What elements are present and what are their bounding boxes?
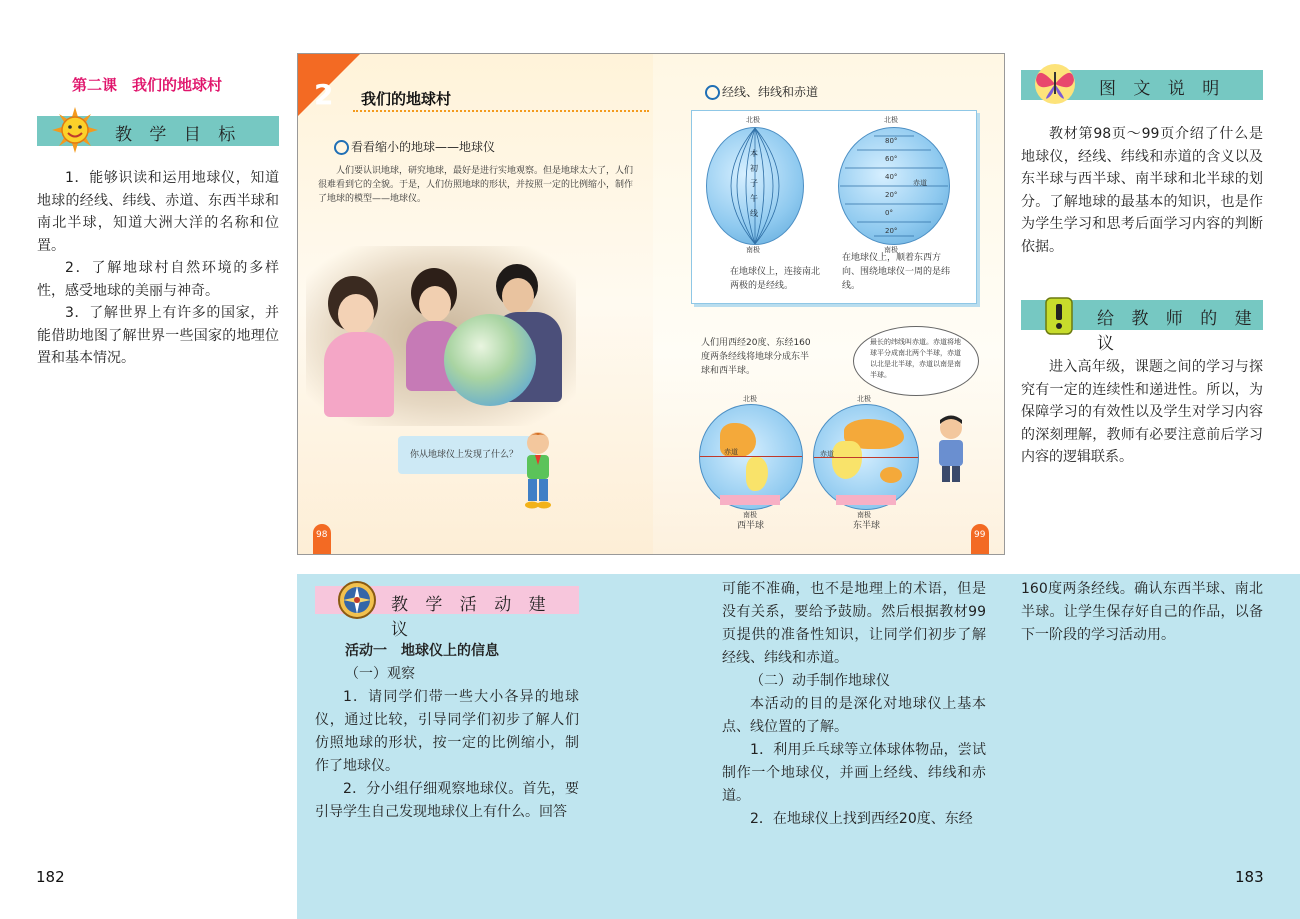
globe-parallels — [838, 127, 950, 245]
globe-photo — [444, 314, 536, 406]
compass-icon — [337, 580, 377, 620]
western-hemisphere-label: 西半球 — [737, 521, 765, 531]
latlon-panel — [691, 110, 977, 304]
intro-text: 人们要认识地球，研究地球，最好是进行实地观察。但是地球太大了，人们很难看到它的全貌。于是，人们仿照地球的形状，并按照一定的比例缩小，制作了地球的模型——地球仪。 — [318, 166, 634, 204]
title-divider — [353, 110, 649, 112]
equator-line — [700, 456, 802, 457]
equator-label: 赤道 — [913, 179, 927, 187]
page-tab — [971, 524, 989, 554]
north-pole-label: 北极 — [884, 116, 898, 124]
activity-paragraph: 可能不准确，也不是地理上的术语，但是没有关系，要给予鼓励。然后根据教材99页提供的准备性知识，让同学们初步了解经线、纬线和赤道。 — [722, 581, 986, 666]
child-face — [419, 286, 451, 322]
parallel-caption: 在地球仪上，顺着东西方向、围绕地球仪一周的是纬线。 — [842, 253, 951, 291]
textbook-page-number: 99 — [974, 530, 986, 540]
activity-paragraph: 本活动的目的是深化对地球仪上基本点、线位置的了解。 — [722, 696, 986, 735]
south-pole-label: 南极 — [857, 511, 871, 519]
south-america-shape — [746, 457, 768, 491]
description-header-label: 图 文 说 明 — [1099, 79, 1226, 99]
butterfly-icon — [1028, 62, 1082, 106]
lat-label: 0° — [885, 209, 893, 217]
activity-column-2 — [722, 578, 986, 831]
activity-paragraph: 1．利用乒乓球等立体球体物品，尝试制作一个地球仪，并画上经线、纬线和赤道。 — [722, 742, 986, 804]
south-pole-label: 南极 — [743, 511, 757, 519]
lat-label: 40° — [885, 173, 898, 181]
lat-label: 20° — [885, 227, 898, 235]
antarctica-shape — [836, 495, 896, 505]
activity-header-label: 教 学 活 动 建 议 — [391, 595, 552, 640]
exclamation-icon — [1044, 296, 1074, 336]
western-hemisphere-map — [699, 404, 803, 510]
africa-shape — [832, 441, 862, 479]
section-title: 经线、纬线和赤道 — [722, 85, 819, 99]
south-pole-label: 南极 — [746, 246, 760, 254]
prime-meridian-label: 本初子午线 — [750, 149, 758, 218]
antarctica-shape — [720, 495, 780, 505]
activity-subtitle: （二）动手制作地球仪 — [750, 673, 890, 689]
textbook-page-number: 98 — [316, 530, 328, 540]
activity-column-3 — [1021, 578, 1263, 647]
globe-meridians — [706, 127, 804, 245]
child-face — [338, 294, 374, 334]
textbook-right-page — [653, 54, 1004, 554]
speech-bubble — [853, 326, 979, 396]
activity-title: 活动一 地球仪上的信息 — [345, 643, 499, 659]
activity-section — [297, 574, 1300, 919]
eastern-hemisphere-label: 东半球 — [853, 521, 881, 531]
page-tab — [313, 524, 331, 554]
activity-subtitle: （一）观察 — [345, 666, 415, 682]
description-text: 教材第98页～99页介绍了什么是地球仪，经线、纬线和赤道的含义以及东半球与西半球、南半球和北半球的划分。了解地球的最基本的知识，也是作为学生学习和思考后面学习内容的判断依据。 — [1021, 126, 1263, 255]
south-pole-label: 南极 — [884, 246, 898, 254]
goal-item: 2．了解地球村自然环境的多样性，感受地球的美丽与神奇。 — [37, 260, 279, 299]
activity-paragraph: 2．在地球仪上找到西经20度、东经 — [750, 811, 973, 827]
north-pole-label: 北极 — [746, 116, 760, 124]
section-bullet-icon — [705, 85, 720, 100]
hemisphere-text: 人们用西经20度、东经160度两条经线将地球分成东半球和西半球。 — [701, 338, 811, 376]
page-number-right: 183 — [1235, 868, 1264, 886]
activity-paragraph: 160度两条经线。确认东西半球、南北半球。让学生保存好自己的作品，以备下一阶段的学习活动用。 — [1021, 581, 1263, 643]
teacher-advice-text: 进入高年级，课题之间的学习与探究有一定的连续性和递进性。所以，为保障学习的有效性以及学生对学习内容的深刻理解，教师有必要注意前后学习内容的逻辑联系。 — [1021, 359, 1263, 465]
textbook-spread — [297, 53, 1005, 555]
teacher-advice-header-label: 给 教 师 的 建 议 — [1097, 309, 1258, 354]
speech-text: 最长的纬线叫赤道。赤道将地球平分成南北两个半球，赤道以北是北半球，赤道以南是南半球。 — [870, 338, 961, 379]
child-face — [502, 278, 534, 314]
equator-label: 赤道 — [820, 450, 834, 458]
lesson-title: 第二课 我们的地球村 — [72, 76, 223, 94]
north-pole-label: 北极 — [857, 395, 871, 403]
activity-paragraph: 1．请同学们带一些大小各异的地球仪，通过比较，引导同学们初步了解人们仿照地球的形状，按一定的比例缩小，制作了地球仪。 — [315, 689, 579, 774]
sun-icon — [50, 105, 100, 155]
equator-label: 赤道 — [724, 448, 738, 456]
cartoon-boy — [518, 429, 558, 514]
question-bubble — [398, 436, 536, 474]
meridian-caption: 在地球仪上，连接南北两极的是经线。 — [730, 267, 821, 291]
lat-label: 60° — [885, 155, 898, 163]
goals-header-label: 教 学 目 标 — [115, 125, 242, 145]
goal-item: 1．能够识读和运用地球仪，知道地球的经线、纬线、赤道、东西半球和南北半球，知道大洲大洋的名称和位置。 — [37, 170, 279, 254]
latitude-labels — [885, 132, 897, 240]
textbook-title: 我们的地球村 — [361, 90, 452, 108]
goals-list — [37, 167, 279, 370]
cartoon-man — [931, 414, 971, 489]
activity-column-1 — [315, 640, 579, 824]
goal-item: 3．了解世界上有许多的国家，并能借助地图了解世界一些国家的地理位置和基本情况。 — [37, 305, 279, 366]
north-pole-label: 北极 — [743, 395, 757, 403]
activity-paragraph: 2．分小组仔细观察地球仪。首先，要引导学生自己发现地球仪上有什么。回答 — [315, 781, 579, 820]
lat-label: 20° — [885, 191, 898, 199]
lesson-number: 2 — [314, 78, 334, 111]
child-body-pink — [324, 332, 394, 417]
lat-label: 80° — [885, 137, 898, 145]
section-title: 看看缩小的地球——地球仪 — [351, 140, 496, 154]
eastern-hemisphere-map — [813, 404, 919, 510]
page-number-left: 182 — [36, 868, 65, 886]
children-photo — [306, 246, 576, 426]
question-text: 你从地球仪上发现了什么？ — [410, 450, 519, 460]
textbook-left-page — [298, 54, 653, 554]
oceania-shape — [880, 467, 902, 483]
section-bullet-icon — [334, 140, 349, 155]
